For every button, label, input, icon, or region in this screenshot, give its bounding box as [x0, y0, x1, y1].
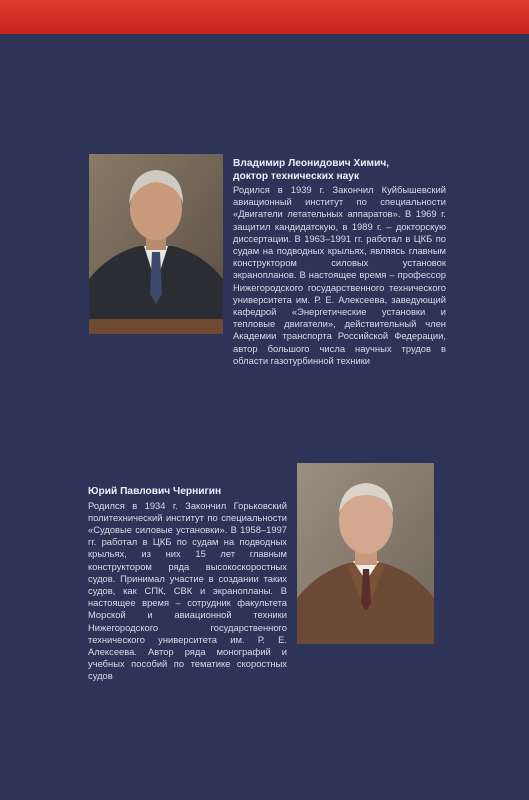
person-degree: доктор технических наук [233, 170, 360, 182]
portrait-photo-khimich [89, 154, 223, 334]
portrait-photo-chernigin [297, 463, 434, 644]
top-red-band [0, 0, 529, 34]
bio-chernigin [88, 486, 287, 683]
bio-text: Родился в 1934 г. Закончил Горьковский политехнический институт по специальности «Судовые силовые установки». В 1958–1997 гг. работал в ЦКБ по судам на подводных крыльях, из них 15 лет главным конструктором ряда высокоскоростных судов. Принимал участие в создании таких судов, как СПК, СВК и экранопланы. В настоящее время – сотрудник факультета Морской и авиационной техники Нижегородского государственного технического университета им. Р. Е. Алексеева. Автор ряда монографий и учебных пособий по тематике скоростных судов [88, 499, 287, 682]
person-name: Юрий Павлович Чернигин [88, 486, 222, 497]
person-name: Владимир Леонидович Химич, [233, 158, 390, 169]
bio-text: Родился в 1939 г. Закончил Куйбышевский авиационный институт по специальности «Двигатели летательных аппаратов». В 1969 г. защитил кандидатскую, в 1989 г. – докторскую диссертации. В 1963–1991 гг. работал в ЦКБ по судам на подводных крыльях, являясь главным конструктором силовых установок экранопланов. В настоящее время – профессор Нижегородского государственного технического университета им. Р. Е. Алексеева, заведующий кафедрой «Энергетические установки и тепловые двигатели», действительный член Академии транспорта Российской Федерации, автор большого числа научных трудов в области газотурбинной техники [233, 184, 446, 366]
bio-khimich [233, 158, 446, 367]
